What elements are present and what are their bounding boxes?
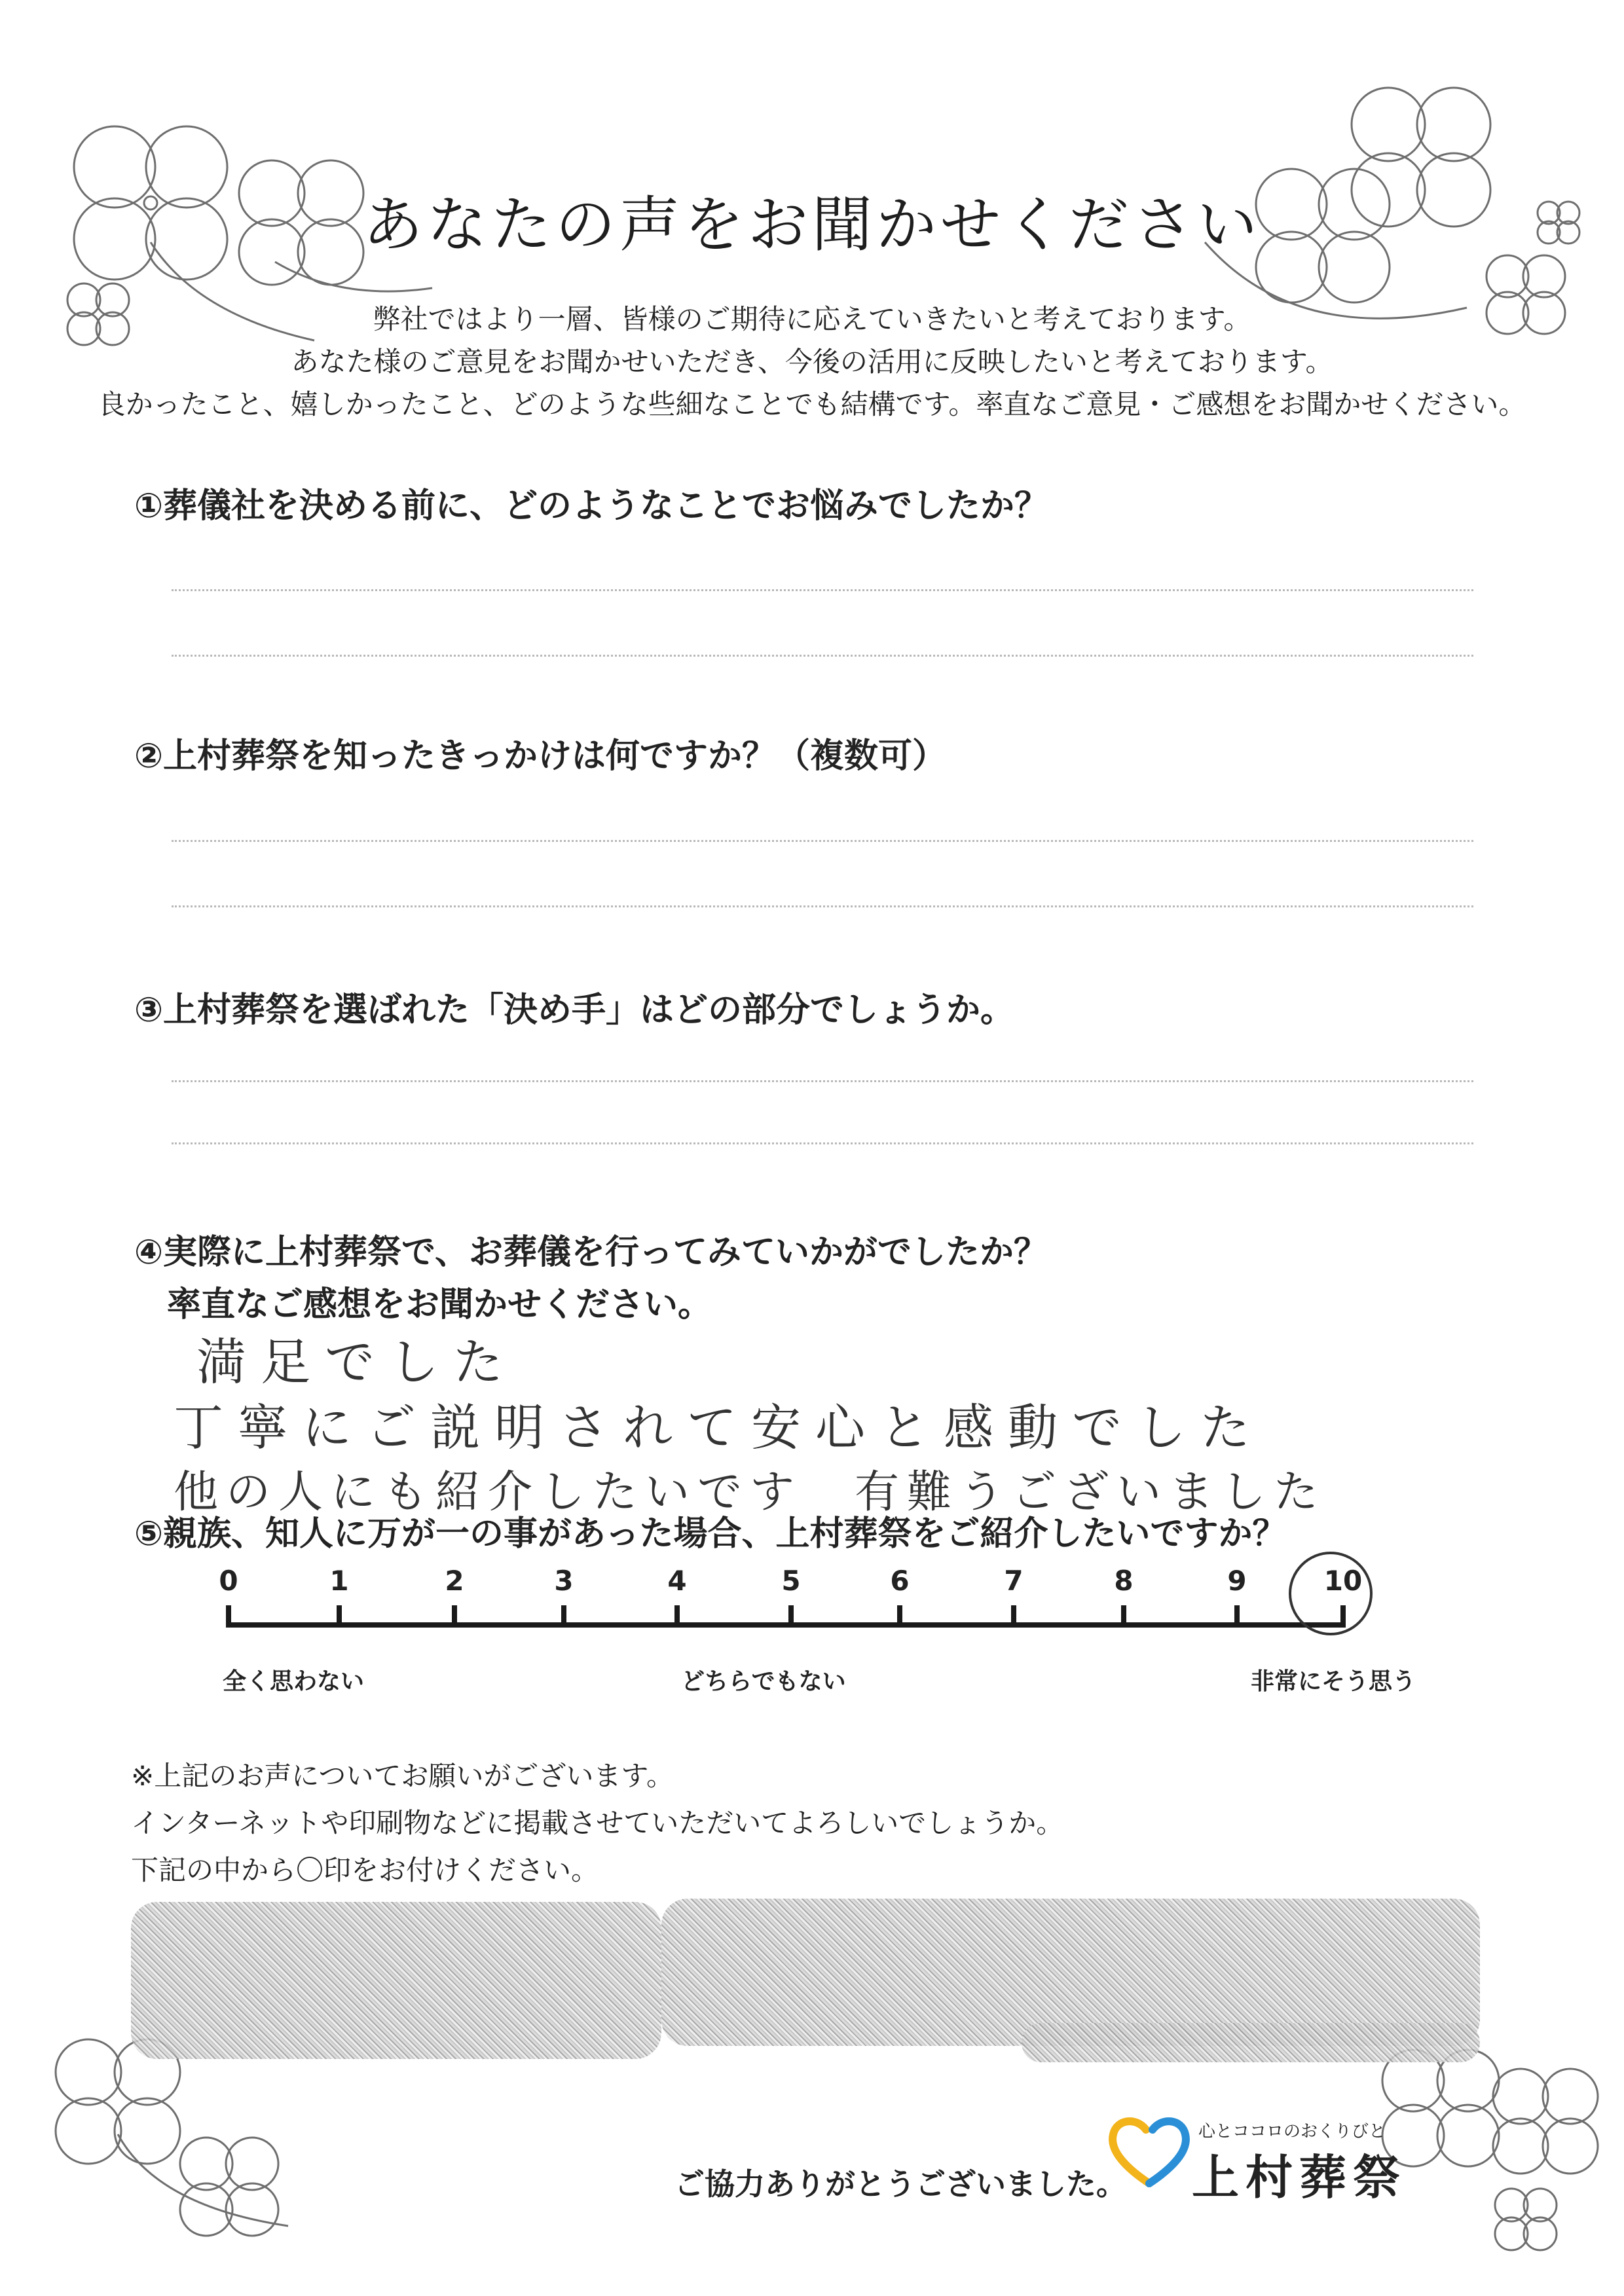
question-2: ②上村葬祭を知ったきっかけは何ですか？（複数可） (134, 737, 947, 776)
note-line-2: インターネットや印刷物などに掲載させていただいてよろしいでしょうか。 (131, 1807, 1064, 1839)
logo-name: 上村葬祭 (1192, 2150, 1407, 2205)
scale-number-4: 4 (667, 1565, 687, 1597)
logo-subtitle: 心とココロのおくりびと (1198, 2122, 1386, 2141)
answer-line (172, 589, 1473, 591)
page-title: あなたの声をお聞かせください (362, 190, 1261, 260)
answer-line (172, 905, 1473, 907)
selected-rating-circle (1289, 1552, 1373, 1635)
scale-number-0: 0 (219, 1565, 238, 1597)
redacted-region-left (131, 1902, 661, 2059)
scale-label-mid: どちらでもない (681, 1668, 846, 1695)
handwritten-answer-line-2: 丁寧にご説明されて安心と感動でした (174, 1398, 1264, 1457)
intro-line-1: 弊社ではより一層、皆様のご期待に応えていきたいと考えております。 (373, 303, 1251, 335)
question-4: ④実際に上村葬祭で、お葬儀を行ってみていかがでしたか？ (134, 1233, 1048, 1272)
scale-tick (226, 1605, 231, 1624)
handwritten-answer-line-3: 他の人にも紹介したいです 有難うございました (174, 1467, 1327, 1518)
scale-number-6: 6 (890, 1565, 910, 1597)
rating-scale-line (226, 1622, 1346, 1628)
question-4-subline: 率直なご感想をお聞かせください。 (167, 1285, 712, 1324)
scale-tick (452, 1605, 457, 1624)
scale-tick (674, 1605, 680, 1624)
answer-line (172, 1142, 1473, 1144)
answer-line (172, 1080, 1473, 1082)
question-1: ①葬儀社を決める前に、どのようなことでお悩みでしたか？ (134, 486, 1049, 526)
answer-line (172, 655, 1473, 657)
question-5: ⑤親族、知人に万が一の事があった場合、上村葬祭をご紹介したいですか？ (134, 1514, 1287, 1554)
scale-label-low: 全く思わない (223, 1668, 365, 1695)
scale-number-3: 3 (554, 1565, 574, 1597)
scale-tick (788, 1605, 794, 1624)
scale-tick (561, 1605, 566, 1624)
scale-number-9: 9 (1227, 1565, 1247, 1597)
scale-tick (337, 1605, 342, 1624)
note-line-1: ※上記のお声についてお願いがございます。 (131, 1760, 674, 1792)
scale-number-5: 5 (781, 1565, 801, 1597)
scale-number-7: 7 (1004, 1565, 1024, 1597)
scale-tick (897, 1605, 902, 1624)
scale-tick (1121, 1605, 1126, 1624)
scale-label-high: 非常にそう思う (1251, 1668, 1416, 1695)
scale-number-2: 2 (445, 1565, 464, 1597)
intro-line-3: 良かったこと、嬉しかったこと、どのような些細なことでも結構です。率直なご意見・ご感想をお聞かせください。 (98, 388, 1526, 420)
intro-line-2: あなた様のご意見をお聞かせいただき、今後の活用に反映したいと考えております。 (291, 346, 1333, 378)
scale-tick (1234, 1605, 1240, 1624)
question-3: ③上村葬祭を選ばれた「決め手」はどの部分でしょうか。 (134, 991, 1015, 1030)
scale-number-10: 10 (1323, 1565, 1363, 1597)
heart-logo-icon (1107, 2111, 1192, 2190)
handwritten-answer-line-1: 満足でした (196, 1333, 517, 1391)
footer-thanks: ご協力ありがとうございました。 (674, 2166, 1126, 2202)
scale-tick (1011, 1605, 1016, 1624)
redacted-region-right-lower (1022, 2023, 1480, 2062)
note-line-3: 下記の中から〇印をお付けください。 (131, 1854, 599, 1886)
scale-number-1: 1 (329, 1565, 349, 1597)
scale-number-8: 8 (1114, 1565, 1134, 1597)
answer-line (172, 840, 1473, 842)
